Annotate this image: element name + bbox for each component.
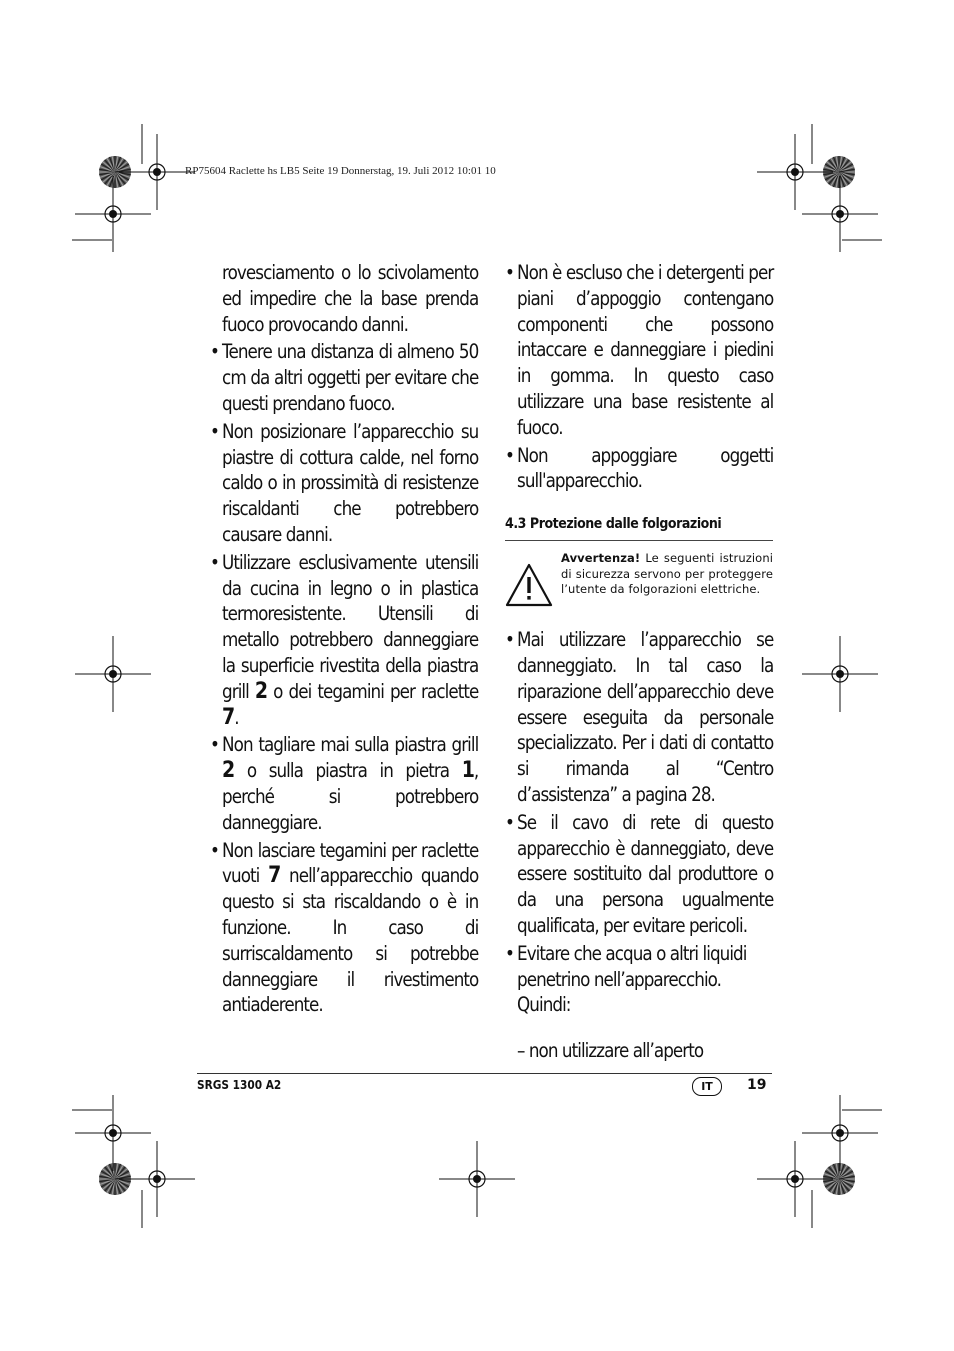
warning-body: Le seguenti istruzioni di sicurezza servono per proteggere l’utente da folgorazioni elettriche. [561,551,773,597]
bullet-text: o sulla piastra in pietra [234,759,462,783]
crosshair-icon [119,1141,195,1217]
list-item [505,627,773,808]
list-item [210,339,478,416]
part-number: 2 [222,758,235,784]
crosshair-icon [757,134,833,210]
crosshair-icon [75,636,151,712]
crosshair-icon [119,134,195,210]
list-item [505,810,773,939]
bullet-dot: • [505,941,514,965]
bullet-text: Utilizzare esclusivamente utensili da cucina in legno o in plastica termoresistente. Utensili di metallo potrebbero danneggiare la superficie rivestita della piastra grill [222,550,479,703]
page-number: 19 [747,1077,767,1093]
part-number: 7 [268,863,281,889]
warning-triangle-icon [505,563,553,607]
bullet-text: o dei tegamini per raclette [267,679,479,703]
crosshair-icon [75,176,151,252]
section-title: 4.3 Protezione dalle folgorazioni [505,516,722,533]
bullet-text: Non posizionare l’apparecchio su piastre di cottura calde, nel forno caldo o in prossimità di resistenze riscaldanti che potrebbero causare danni. [222,419,479,546]
print-header: RP75604 Raclette hs LB5 Seite 19 Donnerstag, 19. Juli 2012 10:01 10 [185,165,496,177]
right-column [505,260,773,1083]
dash-list-item: – non utilizzare all’aperto [517,1038,704,1062]
bullet-text: Non tagliare mai sulla piastra grill [222,733,479,757]
bullet-dot: • [505,810,514,834]
bullet-text: Se il cavo di rete di questo apparecchio è danneggiato, deve essere sostituito dal produttore o da una persona ugualmente qualificata, per evitare pericoli. [517,810,774,937]
crosshair-icon [75,1095,151,1171]
list-item [210,838,478,1019]
part-number: 1 [461,758,474,784]
bullet-dot: • [210,419,219,443]
bullet-text: Evitare che acqua o altri liquidi penetrino nell’apparecchio. Quindi: [517,941,747,1017]
list-item [210,419,478,548]
warning-label: Avvertenza! [561,551,641,566]
crosshair-icon [802,636,878,712]
bullet-dot: • [210,838,219,862]
crosshair-icon [802,1095,878,1171]
bullet-dot: • [505,628,514,652]
crosshair-icon [802,176,878,252]
intro-continuation: rovesciamento o lo scivolamento ed impedire che la base prenda fuoco provocando danni. [222,261,479,336]
language-badge: IT [692,1077,722,1096]
warning-box [505,551,773,627]
bullet-dot: • [210,733,219,757]
list-item [210,550,478,731]
bullet-text: Non lasciare tegamini per raclette vuoti [222,838,479,888]
part-number: 7 [222,704,235,730]
bullet-dot: • [210,550,219,574]
bullet-text: Non è escluso che i detergenti per piani d’appoggio contengano componenti che possono intaccare e danneggiare i piedini in gomma. In questo caso utilizzare una base resistente al fuoco. [517,261,774,439]
list-item [505,260,773,441]
bullet-text: . [234,705,239,729]
bullet-dot: • [210,340,219,364]
list-item [210,732,478,835]
warning-text [561,551,773,598]
list-item [505,941,773,1018]
footer-divider [197,1073,772,1074]
part-number: 2 [254,678,268,704]
bullet-dot: • [505,443,514,467]
bullet-text: Tenere una distanza di almeno 50 cm da altri oggetti per evitare che questi prendano fuoco. [222,340,479,415]
bullet-text: Non appoggiare oggetti sull'apparecchio. [517,443,774,493]
crosshair-icon [439,1141,515,1217]
list-item [505,443,773,495]
footer-model: SRGS 1300 A2 [197,1078,282,1092]
bullet-text: , perché si potrebbero danneggiare. [222,759,479,834]
bullet-text: nell’apparecchio quando questo si sta riscaldando o è in funzione. In caso di surriscaldamento si potrebbe danneggiare il rivestimento antiaderente. [222,864,479,1017]
bullet-dot: • [505,261,514,284]
section-divider [505,540,773,541]
bullet-text: Mai utilizzare l’apparecchio se danneggiato. In tal caso la riparazione dell’apparecchio deve essere eseguita da personale specializzato. Per i dati di contatto si rimanda al “Centro d’assistenza” a pagina 28. [517,628,774,806]
left-column [210,260,478,1020]
crosshair-icon [757,1141,833,1217]
